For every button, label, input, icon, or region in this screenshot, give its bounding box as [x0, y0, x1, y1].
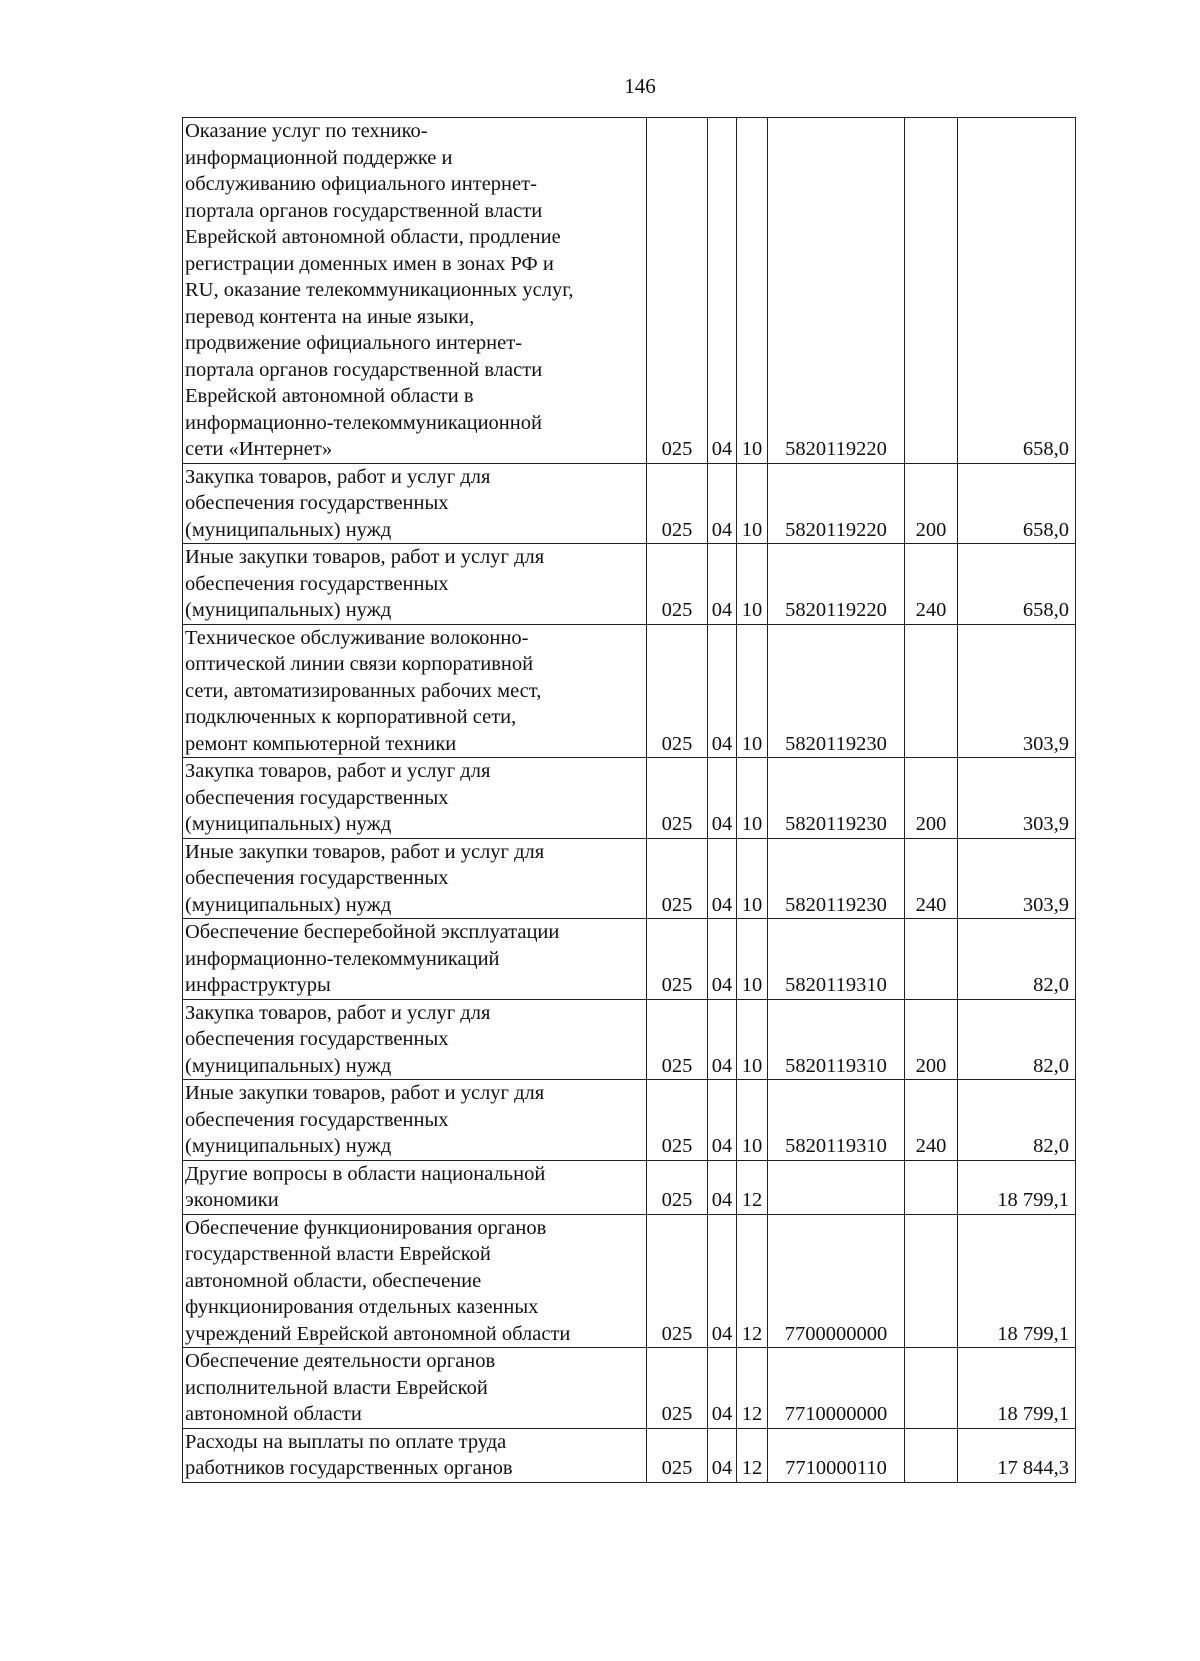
section-code-cell: 04: [708, 544, 737, 625]
expense-type-cell: 240: [905, 1080, 958, 1161]
expense-name-cell: Расходы на выплаты по оплате труда работников государственных органов: [183, 1428, 647, 1482]
amount-cell: 658,0: [958, 463, 1076, 544]
expense-type-cell: 200: [905, 758, 958, 839]
section-code-cell: 04: [708, 1080, 737, 1161]
grbs-code-cell: 025: [647, 758, 708, 839]
expense-type-cell: [905, 919, 958, 1000]
table-row: [183, 758, 1076, 839]
section-code-cell: 04: [708, 1428, 737, 1482]
amount-cell: 18 799,1: [958, 1160, 1076, 1214]
section-code-cell: 04: [708, 838, 737, 919]
expense-name-cell: Закупка товаров, работ и услуг для обеспечения государственных (муниципальных) нужд: [183, 463, 647, 544]
grbs-code-cell: 025: [647, 463, 708, 544]
table-row: [183, 1080, 1076, 1161]
target-article-cell: 5820119220: [768, 118, 905, 464]
expense-type-cell: 240: [905, 544, 958, 625]
expense-type-cell: [905, 1214, 958, 1348]
expense-name-cell: Иные закупки товаров, работ и услуг для обеспечения государственных (муниципальных) нужд: [183, 544, 647, 625]
table-row: [183, 1214, 1076, 1348]
amount-cell: 658,0: [958, 118, 1076, 464]
expense-name-cell: Обеспечение деятельности органов исполнительной власти Еврейской автономной области: [183, 1348, 647, 1429]
section-code-cell: 04: [708, 1214, 737, 1348]
target-article-cell: 5820119230: [768, 758, 905, 839]
amount-cell: 82,0: [958, 919, 1076, 1000]
amount-cell: 658,0: [958, 544, 1076, 625]
table-body: [183, 118, 1076, 1483]
subsection-code-cell: 10: [737, 919, 768, 1000]
target-article-cell: 7700000000: [768, 1214, 905, 1348]
target-article-cell: 5820119230: [768, 624, 905, 758]
section-code-cell: 04: [708, 758, 737, 839]
subsection-code-cell: 12: [737, 1160, 768, 1214]
expense-type-cell: [905, 1348, 958, 1429]
amount-cell: 17 844,3: [958, 1428, 1076, 1482]
expense-type-cell: [905, 118, 958, 464]
expense-type-cell: 200: [905, 999, 958, 1080]
grbs-code-cell: 025: [647, 999, 708, 1080]
section-code-cell: 04: [708, 463, 737, 544]
table-row: [183, 999, 1076, 1080]
expense-name-cell: Закупка товаров, работ и услуг для обеспечения государственных (муниципальных) нужд: [183, 999, 647, 1080]
expense-name-cell: Закупка товаров, работ и услуг для обеспечения государственных (муниципальных) нужд: [183, 758, 647, 839]
target-article-cell: 7710000110: [768, 1428, 905, 1482]
section-code-cell: 04: [708, 999, 737, 1080]
target-article-cell: 5820119220: [768, 544, 905, 625]
amount-cell: 303,9: [958, 758, 1076, 839]
table-row: [183, 1428, 1076, 1482]
expense-name-cell: Техническое обслуживание волоконно- оптической линии связи корпоративной сети, автоматизированных рабочих мест, подключенных к корпоративной сети, ремонт компьютерной техники: [183, 624, 647, 758]
table-row: [183, 919, 1076, 1000]
subsection-code-cell: 10: [737, 544, 768, 625]
table-row: [183, 118, 1076, 464]
target-article-cell: 5820119310: [768, 919, 905, 1000]
subsection-code-cell: 10: [737, 838, 768, 919]
table-row: [183, 1160, 1076, 1214]
grbs-code-cell: 025: [647, 118, 708, 464]
expense-type-cell: [905, 1428, 958, 1482]
target-article-cell: 5820119220: [768, 463, 905, 544]
table-row: [183, 624, 1076, 758]
section-code-cell: 04: [708, 919, 737, 1000]
grbs-code-cell: 025: [647, 544, 708, 625]
table-row: [183, 544, 1076, 625]
table-row: [183, 463, 1076, 544]
target-article-cell: 7710000000: [768, 1348, 905, 1429]
target-article-cell: [768, 1160, 905, 1214]
grbs-code-cell: 025: [647, 624, 708, 758]
subsection-code-cell: 12: [737, 1428, 768, 1482]
subsection-code-cell: 10: [737, 1080, 768, 1161]
amount-cell: 18 799,1: [958, 1214, 1076, 1348]
subsection-code-cell: 10: [737, 758, 768, 839]
section-code-cell: 04: [708, 1348, 737, 1429]
amount-cell: 82,0: [958, 999, 1076, 1080]
expense-type-cell: 240: [905, 838, 958, 919]
grbs-code-cell: 025: [647, 1080, 708, 1161]
section-code-cell: 04: [708, 1160, 737, 1214]
section-code-cell: 04: [708, 118, 737, 464]
expense-name-cell: Обеспечение функционирования органов государственной власти Еврейской автономной области, обеспечение функционирования отдельных казенных учреждений Еврейской автономной области: [183, 1214, 647, 1348]
amount-cell: 303,9: [958, 624, 1076, 758]
expense-type-cell: [905, 624, 958, 758]
target-article-cell: 5820119310: [768, 999, 905, 1080]
grbs-code-cell: 025: [647, 1160, 708, 1214]
grbs-code-cell: 025: [647, 1428, 708, 1482]
subsection-code-cell: 12: [737, 1214, 768, 1348]
expense-name-cell: Иные закупки товаров, работ и услуг для обеспечения государственных (муниципальных) нужд: [183, 838, 647, 919]
budget-table: [182, 117, 1076, 1483]
table-row: [183, 838, 1076, 919]
subsection-code-cell: 12: [737, 1348, 768, 1429]
expense-name-cell: Другие вопросы в области национальной экономики: [183, 1160, 647, 1214]
amount-cell: 82,0: [958, 1080, 1076, 1161]
subsection-code-cell: 10: [737, 999, 768, 1080]
grbs-code-cell: 025: [647, 919, 708, 1000]
expense-name-cell: Обеспечение бесперебойной эксплуатации информационно-телекоммуникаций инфраструктуры: [183, 919, 647, 1000]
grbs-code-cell: 025: [647, 1348, 708, 1429]
expense-name-cell: Оказание услуг по технико- информационной поддержке и обслуживанию официального интернет- портала органов государственной власти Еврейской автономной области, продление регистрации доменных имен в зонах РФ и RU, оказание телекоммуникационных услуг, перевод контента на иные языки, продвижение официального интернет- портала органов государственной власти Еврейской автономной области в информационно-телекоммуникационной сети «Интернет»: [183, 118, 647, 464]
expense-name-cell: Иные закупки товаров, работ и услуг для обеспечения государственных (муниципальных) нужд: [183, 1080, 647, 1161]
grbs-code-cell: 025: [647, 1214, 708, 1348]
page-number: 146: [624, 74, 656, 98]
subsection-code-cell: 10: [737, 624, 768, 758]
target-article-cell: 5820119310: [768, 1080, 905, 1161]
target-article-cell: 5820119230: [768, 838, 905, 919]
amount-cell: 303,9: [958, 838, 1076, 919]
amount-cell: 18 799,1: [958, 1348, 1076, 1429]
subsection-code-cell: 10: [737, 463, 768, 544]
expense-type-cell: [905, 1160, 958, 1214]
expense-type-cell: 200: [905, 463, 958, 544]
table-row: [183, 1348, 1076, 1429]
subsection-code-cell: 10: [737, 118, 768, 464]
grbs-code-cell: 025: [647, 838, 708, 919]
section-code-cell: 04: [708, 624, 737, 758]
